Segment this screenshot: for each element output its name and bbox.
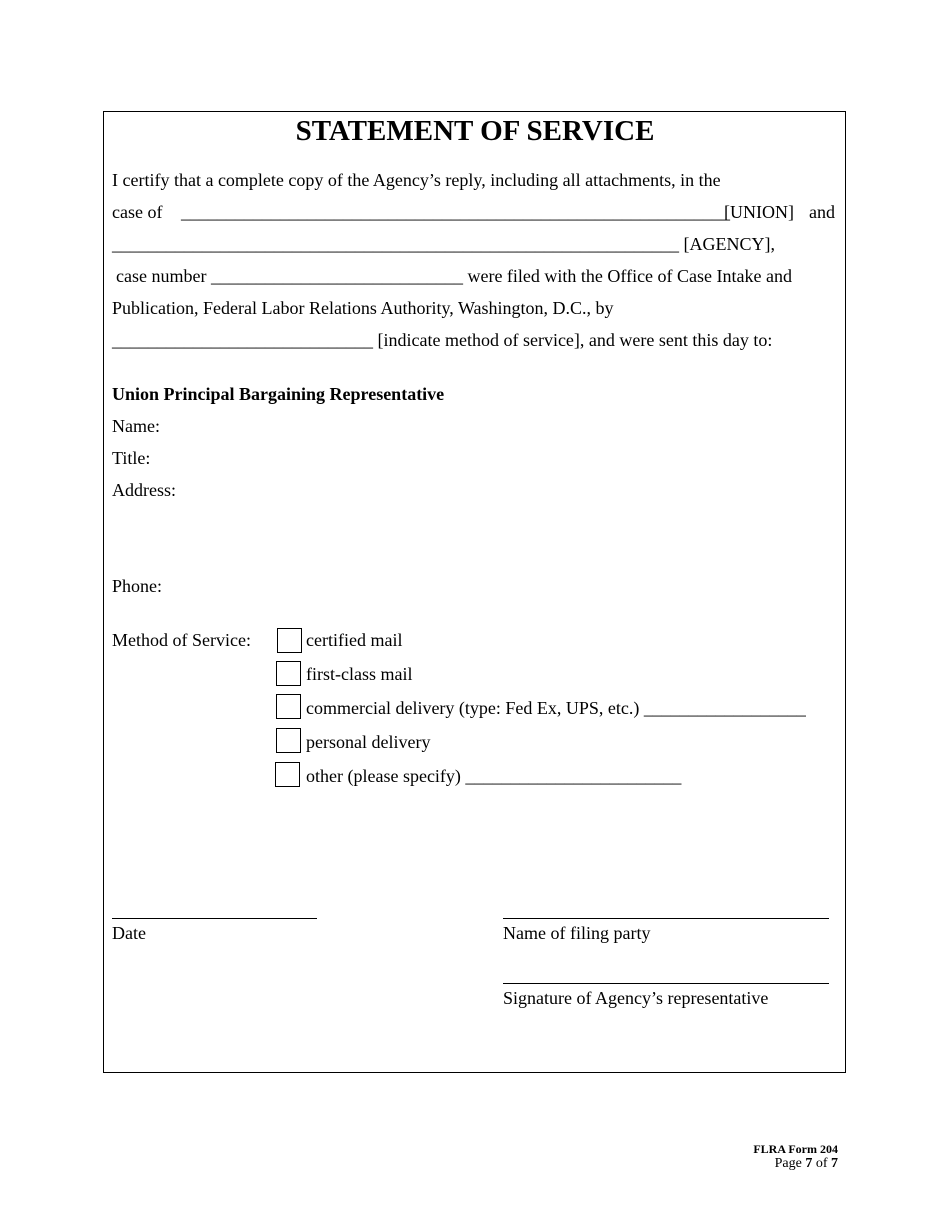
agency-line[interactable]: _______________________________________________________________ [AGENCY], <box>112 234 775 254</box>
filing-party-signature-line[interactable] <box>503 918 829 919</box>
checkbox-other[interactable] <box>275 762 300 787</box>
and-word: and <box>809 202 835 222</box>
date-signature-line[interactable] <box>112 918 317 919</box>
agency-rep-signature-line[interactable] <box>503 983 829 984</box>
option-first-class-mail: first-class mail <box>306 664 413 684</box>
agency-rep-label: Signature of Agency’s representative <box>503 988 769 1008</box>
case-number-line[interactable]: case number ____________________________ were filed with the Office of Case Intake and <box>116 266 792 286</box>
form-border <box>103 111 846 1073</box>
checkbox-first-class-mail[interactable] <box>276 661 301 686</box>
option-commercial-delivery: commercial delivery (type: Fed Ex, UPS, etc.) __________________ <box>306 698 806 718</box>
representative-heading: Union Principal Bargaining Representative <box>112 384 445 404</box>
case-of-blank[interactable]: _____________________________________________________________ <box>181 202 730 222</box>
page-title: STATEMENT OF SERVICE <box>295 115 655 147</box>
union-tag: [UNION] <box>724 202 794 222</box>
page-number <box>775 1156 838 1172</box>
page-total: 7 <box>831 1156 838 1171</box>
checkbox-personal-delivery[interactable] <box>276 728 301 753</box>
publication-text: Publication, Federal Labor Relations Authority, Washington, D.C., by <box>112 298 614 318</box>
option-certified-mail: certified mail <box>306 630 403 650</box>
page-current: 7 <box>805 1156 813 1171</box>
method-of-service-label: Method of Service: <box>112 630 251 650</box>
checkbox-certified-mail[interactable] <box>277 628 302 653</box>
date-label: Date <box>112 923 146 943</box>
case-of-label: case of <box>112 202 163 222</box>
phone-label: Phone: <box>112 576 163 596</box>
checkbox-commercial-delivery[interactable] <box>276 694 301 719</box>
page-sep: of <box>812 1156 831 1171</box>
name-label: Name: <box>112 416 160 436</box>
option-other: other (please specify) ________________________ <box>306 766 682 786</box>
method-of-service-line[interactable]: _____________________________ [indicate method of service], and were sent this day to: <box>112 330 773 350</box>
title-label: Title: <box>112 448 151 468</box>
filing-party-label: Name of filing party <box>503 923 651 943</box>
address-label: Address: <box>112 480 176 500</box>
form-id: FLRA Form 204 <box>753 1142 838 1156</box>
page-prefix: Page <box>774 1156 806 1171</box>
option-personal-delivery: personal delivery <box>306 732 431 752</box>
certify-text: I certify that a complete copy of the Agency’s reply, including all attachments, in the <box>112 170 721 190</box>
